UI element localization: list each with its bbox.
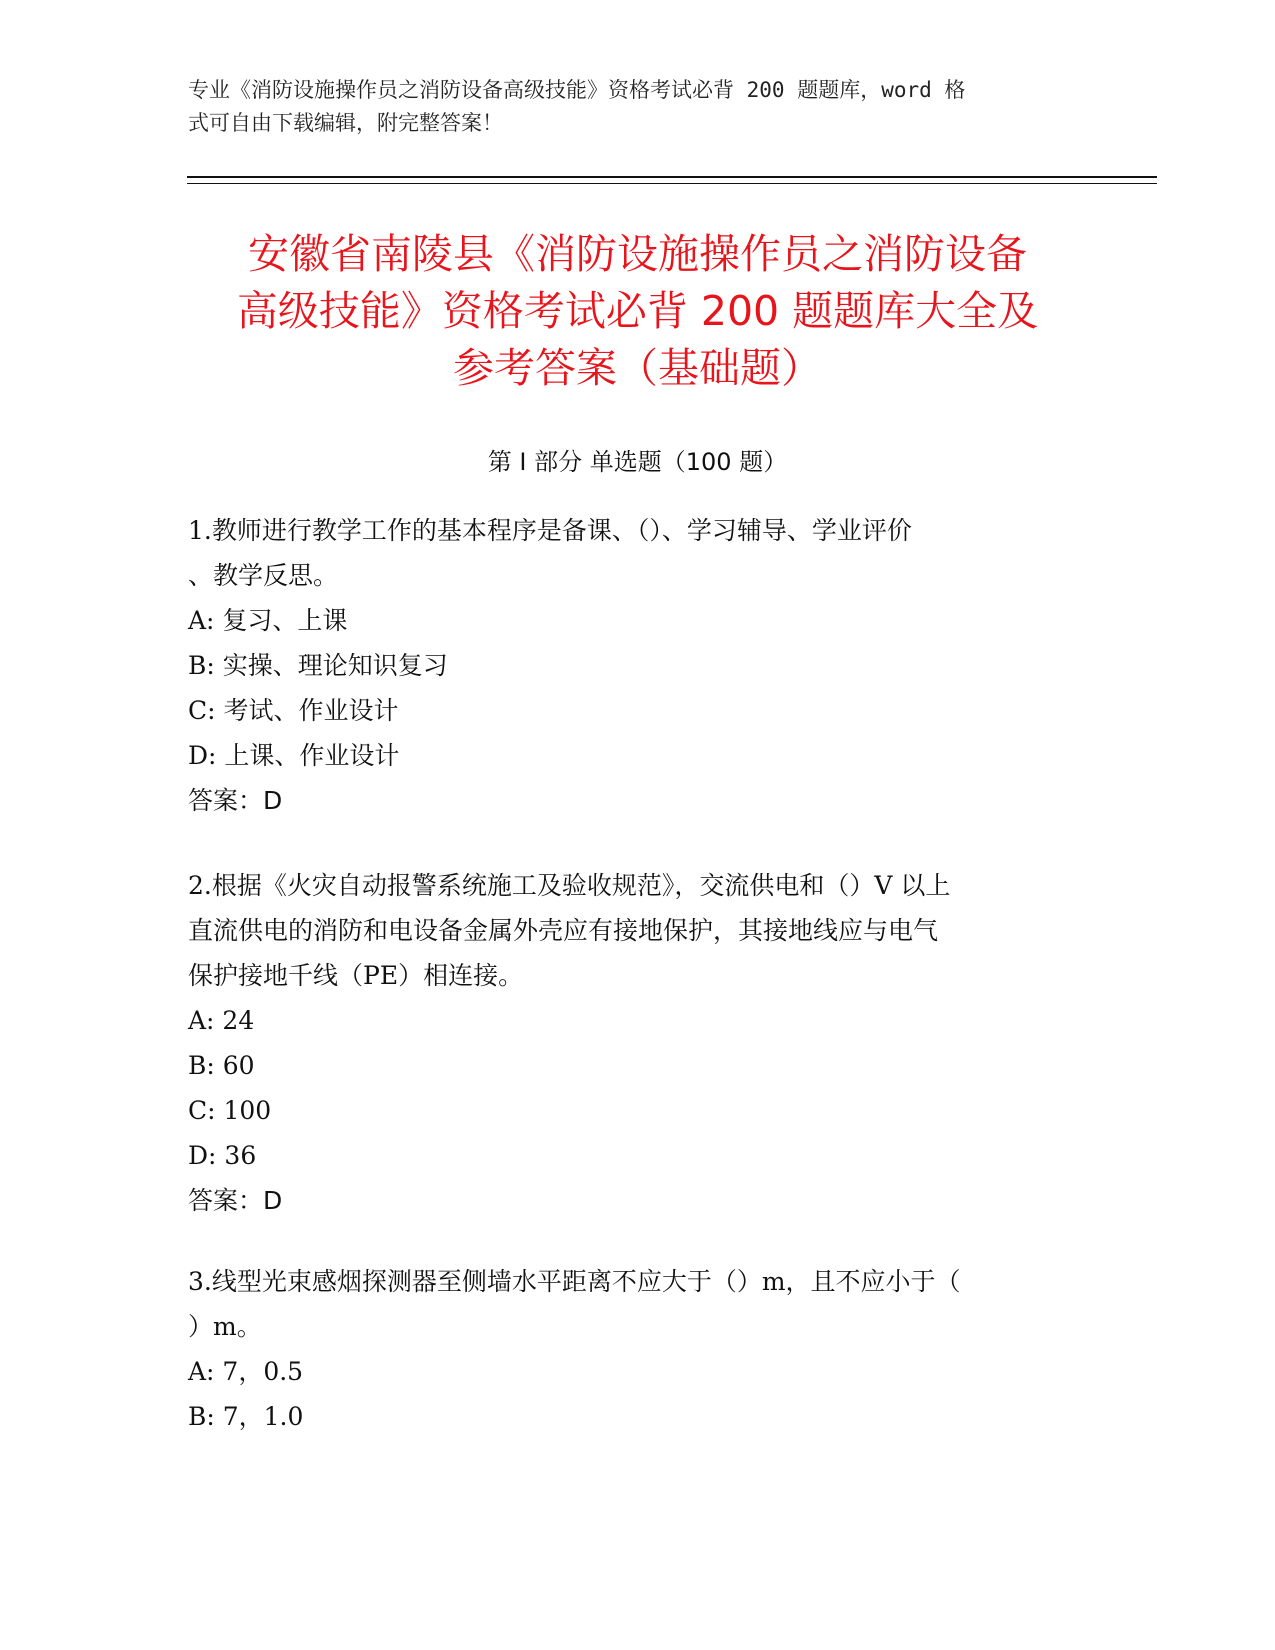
document-title (180, 226, 1095, 397)
question-3 (188, 1259, 1088, 1439)
title-line: 安徽省南陵县《消防设施操作员之消防设备 (248, 230, 1027, 278)
answer: 答案：D (188, 786, 283, 815)
question-stem: 、教学反思。 (188, 561, 339, 590)
option-c: C: 考试、作业设计 (188, 696, 399, 725)
header-note-line: 专业《消防设施操作员之消防设备高级技能》资格考试必背 200 题题库，word 格 (188, 78, 966, 102)
question-2 (188, 863, 1088, 1223)
option-d: D: 上课、作业设计 (188, 741, 400, 770)
answer: 答案：D (188, 1186, 283, 1215)
header-divider (187, 183, 1157, 184)
section-heading: 第 I 部分 单选题（100 题） (487, 448, 788, 476)
option-d: D: 36 (188, 1141, 257, 1170)
header-divider (187, 176, 1157, 178)
question-stem: 2.根据《火灾自动报警系统施工及验收规范》，交流供电和（）V 以上 (188, 871, 951, 900)
header-note-line: 式可自由下载编辑，附完整答案！ (188, 111, 503, 135)
question-stem: ）m。 (188, 1312, 262, 1341)
option-a: A: 24 (188, 1006, 255, 1035)
header-note (188, 74, 1068, 140)
option-b: B: 7，1.0 (188, 1402, 304, 1431)
question-stem: 直流供电的消防和电设备金属外壳应有接地保护，其接地线应与电气 (188, 916, 939, 945)
option-a: A: 7，0.5 (188, 1357, 304, 1386)
question-1 (188, 508, 1088, 823)
title-line: 高级技能》资格考试必背 200 题题库大全及 (236, 287, 1039, 335)
option-a: A: 复习、上课 (188, 606, 348, 635)
question-stem: 1.教师进行教学工作的基本程序是备课、（）、学习辅导、学业评价 (188, 516, 912, 545)
question-stem: 保护接地千线（PE）相连接。 (188, 961, 524, 990)
option-b: B: 60 (188, 1051, 255, 1080)
title-line: 参考答案（基础题） (453, 344, 822, 392)
option-b: B: 实操、理论知识复习 (188, 651, 448, 680)
option-c: C: 100 (188, 1096, 272, 1125)
question-stem: 3.线型光束感烟探测器至侧墙水平距离不应大于（）m，且不应小于（ (188, 1267, 961, 1296)
